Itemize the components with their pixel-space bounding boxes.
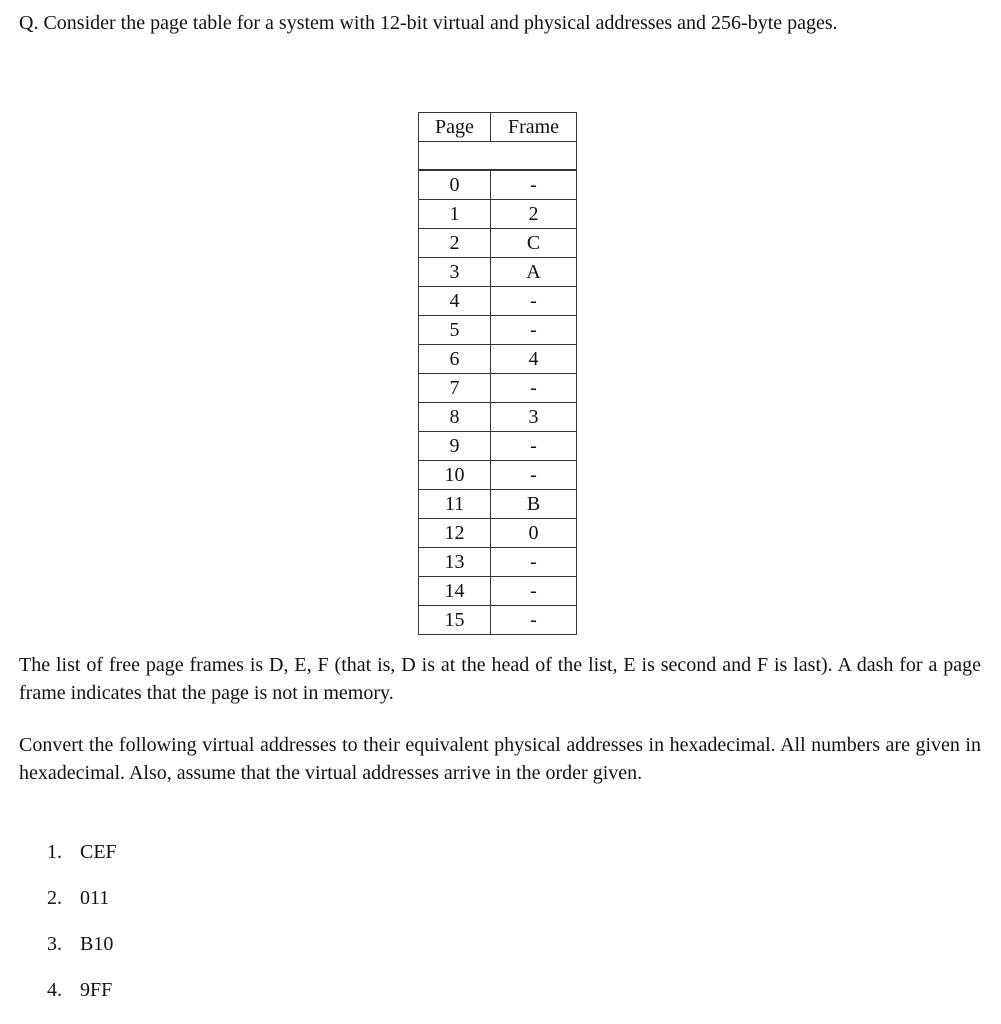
free-frames-paragraph: The list of free page frames is D, E, F (that is, D is at the head of the list, E is second and F is last). A dash for a page frame indicates that the page is not in memory. bbox=[19, 654, 981, 704]
table-row bbox=[418, 461, 577, 490]
page-cell: 2 bbox=[418, 229, 490, 258]
table-row bbox=[418, 548, 577, 577]
page-cell: 9 bbox=[418, 432, 490, 461]
table-row bbox=[418, 287, 577, 316]
frame-cell: - bbox=[490, 461, 577, 490]
address-value: B10 bbox=[80, 933, 114, 955]
frame-column-header: Frame bbox=[490, 112, 577, 142]
address-list bbox=[47, 838, 117, 1022]
table-row bbox=[418, 258, 577, 287]
frame-cell: - bbox=[490, 577, 577, 606]
list-item bbox=[47, 930, 117, 976]
page-cell: 11 bbox=[418, 490, 490, 519]
table-row bbox=[418, 403, 577, 432]
frame-cell: - bbox=[490, 432, 577, 461]
page-cell: 13 bbox=[418, 548, 490, 577]
frame-cell: 0 bbox=[490, 519, 577, 548]
table-row bbox=[418, 200, 577, 229]
frame-cell: C bbox=[490, 229, 577, 258]
table-row bbox=[418, 345, 577, 374]
page-cell: 7 bbox=[418, 374, 490, 403]
address-value: CEF bbox=[80, 841, 117, 863]
list-item bbox=[47, 884, 117, 930]
table-row bbox=[418, 490, 577, 519]
frame-cell: - bbox=[490, 374, 577, 403]
page-cell: 5 bbox=[418, 316, 490, 345]
frame-cell: - bbox=[490, 316, 577, 345]
frame-cell: - bbox=[490, 548, 577, 577]
table-row bbox=[418, 374, 577, 403]
question-text: Q. Consider the page table for a system with 12-bit virtual and physical addresses and 256-byte pages. bbox=[19, 12, 838, 34]
address-value: 9FF bbox=[80, 979, 113, 1001]
page-cell: 15 bbox=[418, 606, 490, 635]
table-header-row bbox=[418, 112, 577, 142]
frame-cell: B bbox=[490, 490, 577, 519]
page-cell: 10 bbox=[418, 461, 490, 490]
page-cell: 3 bbox=[418, 258, 490, 287]
page-cell: 0 bbox=[418, 170, 490, 200]
page-cell: 14 bbox=[418, 577, 490, 606]
table-row bbox=[418, 170, 577, 200]
table-row bbox=[418, 519, 577, 548]
frame-cell: - bbox=[490, 606, 577, 635]
page-table bbox=[418, 112, 577, 635]
frame-cell: A bbox=[490, 258, 577, 287]
frame-cell: - bbox=[490, 287, 577, 316]
table-row bbox=[418, 316, 577, 345]
frame-cell: 3 bbox=[490, 403, 577, 432]
page-table-container bbox=[418, 112, 577, 635]
instructions-paragraph: Convert the following virtual addresses to their equivalent physical addresses in hexadecimal. All numbers are given in hexadecimal. Also, assume that the virtual addresses arrive in the order given. bbox=[19, 734, 981, 784]
list-number: 2. bbox=[47, 887, 62, 909]
list-number: 3. bbox=[47, 933, 62, 955]
list-item bbox=[47, 976, 117, 1022]
table-row bbox=[418, 229, 577, 258]
list-number: 4. bbox=[47, 979, 62, 1001]
page-column-header: Page bbox=[418, 112, 490, 142]
page-cell: 8 bbox=[418, 403, 490, 432]
page-cell: 4 bbox=[418, 287, 490, 316]
table-row bbox=[418, 606, 577, 635]
page-cell: 6 bbox=[418, 345, 490, 374]
table-row bbox=[418, 432, 577, 461]
list-item bbox=[47, 838, 117, 884]
frame-cell: 4 bbox=[490, 345, 577, 374]
table-row bbox=[418, 577, 577, 606]
list-number: 1. bbox=[47, 841, 62, 863]
frame-cell: - bbox=[490, 170, 577, 200]
page-table-body bbox=[418, 142, 577, 635]
page-cell: 12 bbox=[418, 519, 490, 548]
address-value: 011 bbox=[80, 887, 110, 909]
frame-cell: 2 bbox=[490, 200, 577, 229]
page-cell: 1 bbox=[418, 200, 490, 229]
